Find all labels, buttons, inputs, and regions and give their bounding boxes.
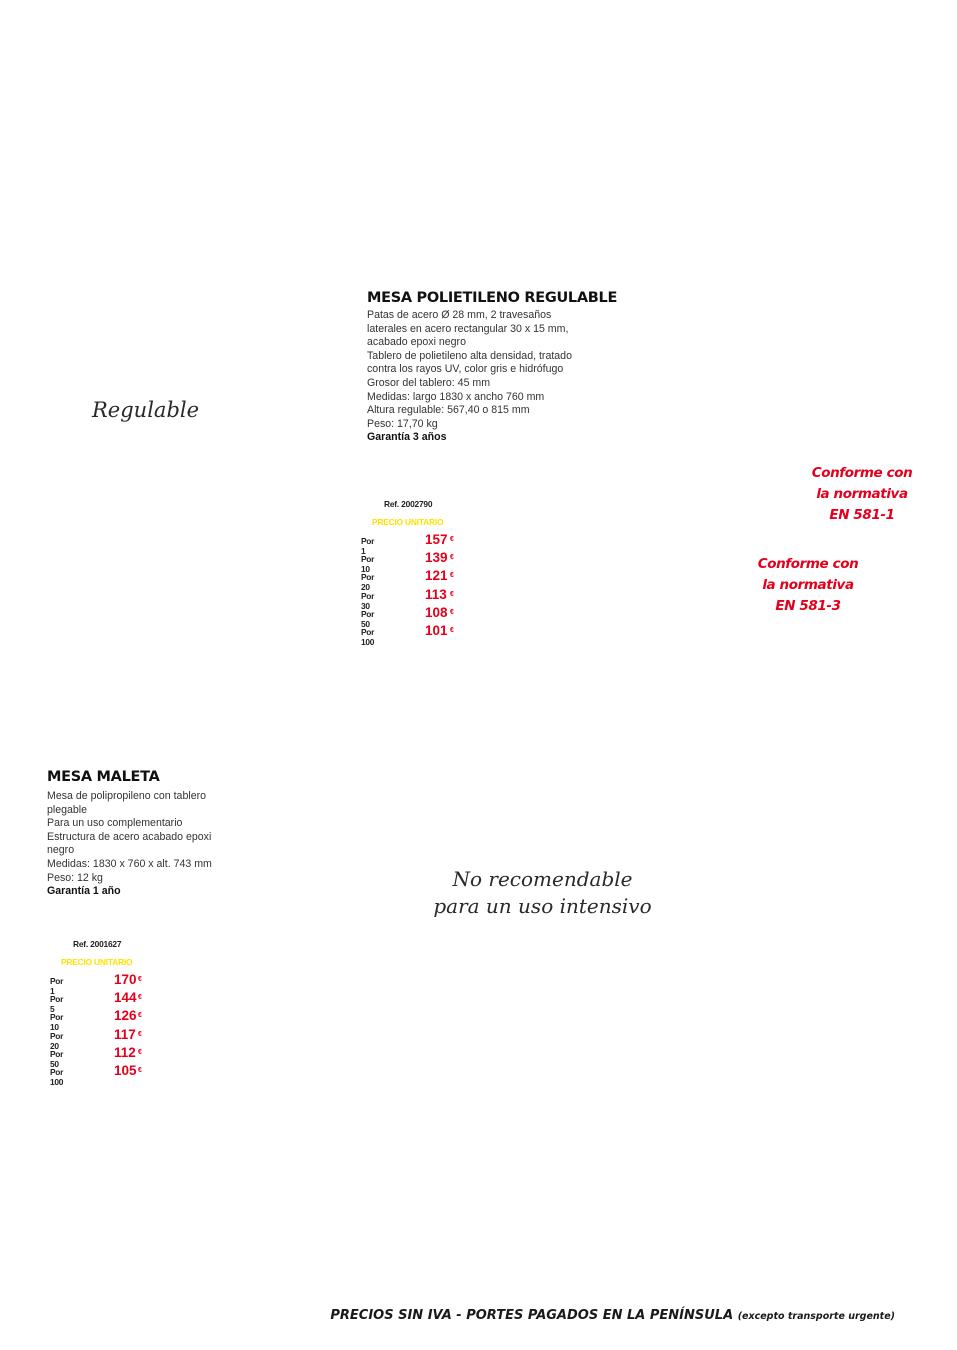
price-value: 113	[425, 586, 447, 602]
desc-line: plegable	[47, 803, 88, 816]
price-qty: Por 30	[361, 590, 375, 611]
product-title: MESA POLIETILENO REGULABLE	[367, 290, 618, 306]
desc-line: Medidas: largo 1830 x ancho 760 mm	[367, 390, 545, 403]
regulable-label: Regulable	[92, 398, 200, 422]
desc-line: negro	[47, 844, 75, 857]
price-currency: €	[450, 554, 454, 562]
footer-main-text: PRECIOS SIN IVA - PORTES PAGADOS EN LA PENÍNSULA	[330, 1308, 734, 1323]
product-title: MESA MALETA	[47, 769, 160, 785]
price-qty: Por 5	[50, 994, 64, 1015]
price-value: 121	[425, 568, 448, 584]
desc-line: Altura regulable: 567,40 o 815 mm	[367, 404, 530, 417]
desc-line: Peso: 17,70 kg	[367, 417, 438, 430]
product-ref: Ref. 2001627	[73, 939, 122, 949]
price-qty: Por 50	[50, 1048, 64, 1069]
norm-badge-en581-3	[748, 554, 868, 617]
norm-line: EN 581-3	[775, 598, 841, 614]
price-qty: Por 50	[361, 608, 375, 629]
desc-line: laterales en acero rectangular 30 x 15 mm,	[367, 322, 569, 335]
price-currency: €	[138, 994, 142, 1002]
product-block-mesa-polietileno	[367, 290, 617, 445]
price-currency: €	[450, 572, 454, 580]
price-currency: €	[450, 626, 454, 634]
price-qty: Por 10	[361, 554, 375, 575]
product-ref: Ref. 2002790	[384, 499, 433, 509]
no-recomendable-line: No recomendable	[452, 867, 633, 891]
price-qty: Por 1	[361, 536, 375, 556]
norm-line: la normativa	[816, 486, 908, 502]
price-qty: Por 100	[361, 626, 375, 647]
footer-small-text: (excepto transporte urgente)	[737, 1311, 895, 1322]
price-value: 170	[114, 972, 137, 987]
norm-line: Conforme con	[811, 465, 913, 481]
desc-line: Grosor del tablero: 45 mm	[367, 376, 491, 389]
price-currency: €	[138, 1048, 142, 1056]
desc-line: contra los rayos UV, color gris e hidrófugo	[367, 363, 564, 376]
price-value: 105	[114, 1062, 137, 1078]
price-currency: €	[138, 976, 142, 983]
desc-line: Para un uso complementario	[47, 817, 183, 830]
product-description	[47, 790, 212, 899]
price-qty: Por 20	[50, 1030, 64, 1051]
norm-line: EN 581-1	[829, 507, 895, 523]
price-value: 126	[114, 1008, 137, 1024]
price-value: 117	[114, 1026, 136, 1042]
price-currency: €	[138, 1012, 142, 1020]
norm-line: Conforme con	[757, 556, 859, 572]
price-value: 101	[425, 622, 448, 638]
norm-badge-en581-1	[802, 463, 922, 526]
price-header: PRECIO UNITARIO	[372, 517, 444, 527]
norm-line: la normativa	[762, 577, 854, 593]
product-block-mesa-maleta	[47, 769, 212, 899]
price-value: 112	[114, 1044, 136, 1060]
price-currency: €	[450, 536, 454, 543]
price-header: PRECIO UNITARIO	[61, 957, 133, 967]
price-qty: Por 1	[50, 976, 64, 996]
desc-line: acabado epoxi negro	[367, 336, 466, 349]
desc-line: Medidas: 1830 x 760 x alt. 743 mm	[47, 857, 212, 870]
guarantee-text: Garantía 1 año	[47, 885, 121, 898]
price-value: 144	[114, 990, 137, 1006]
desc-line: Peso: 12 kg	[47, 871, 103, 884]
no-recomendable-line: para un uso intensivo	[433, 894, 652, 918]
guarantee-text: Garantía 3 años	[367, 431, 447, 444]
price-currency: €	[450, 590, 454, 598]
price-value: 139	[425, 550, 448, 566]
price-qty: Por 10	[50, 1012, 64, 1033]
desc-line: Tablero de polietileno alta densidad, tratado	[367, 349, 572, 362]
desc-line: Patas de acero Ø 28 mm, 2 travesaños	[367, 309, 552, 321]
product-description	[367, 309, 617, 445]
price-currency: €	[138, 1030, 142, 1038]
price-value: 108	[425, 604, 448, 620]
price-currency: €	[450, 608, 454, 616]
price-value: 157	[425, 532, 448, 547]
price-qty: Por 100	[50, 1066, 64, 1087]
price-currency: €	[138, 1066, 142, 1074]
price-qty: Por 20	[361, 572, 375, 593]
desc-line: Mesa de polipropileno con tablero	[47, 790, 207, 802]
footer-note	[330, 1308, 895, 1323]
desc-line: Estructura de acero acabado epoxi	[47, 830, 212, 843]
